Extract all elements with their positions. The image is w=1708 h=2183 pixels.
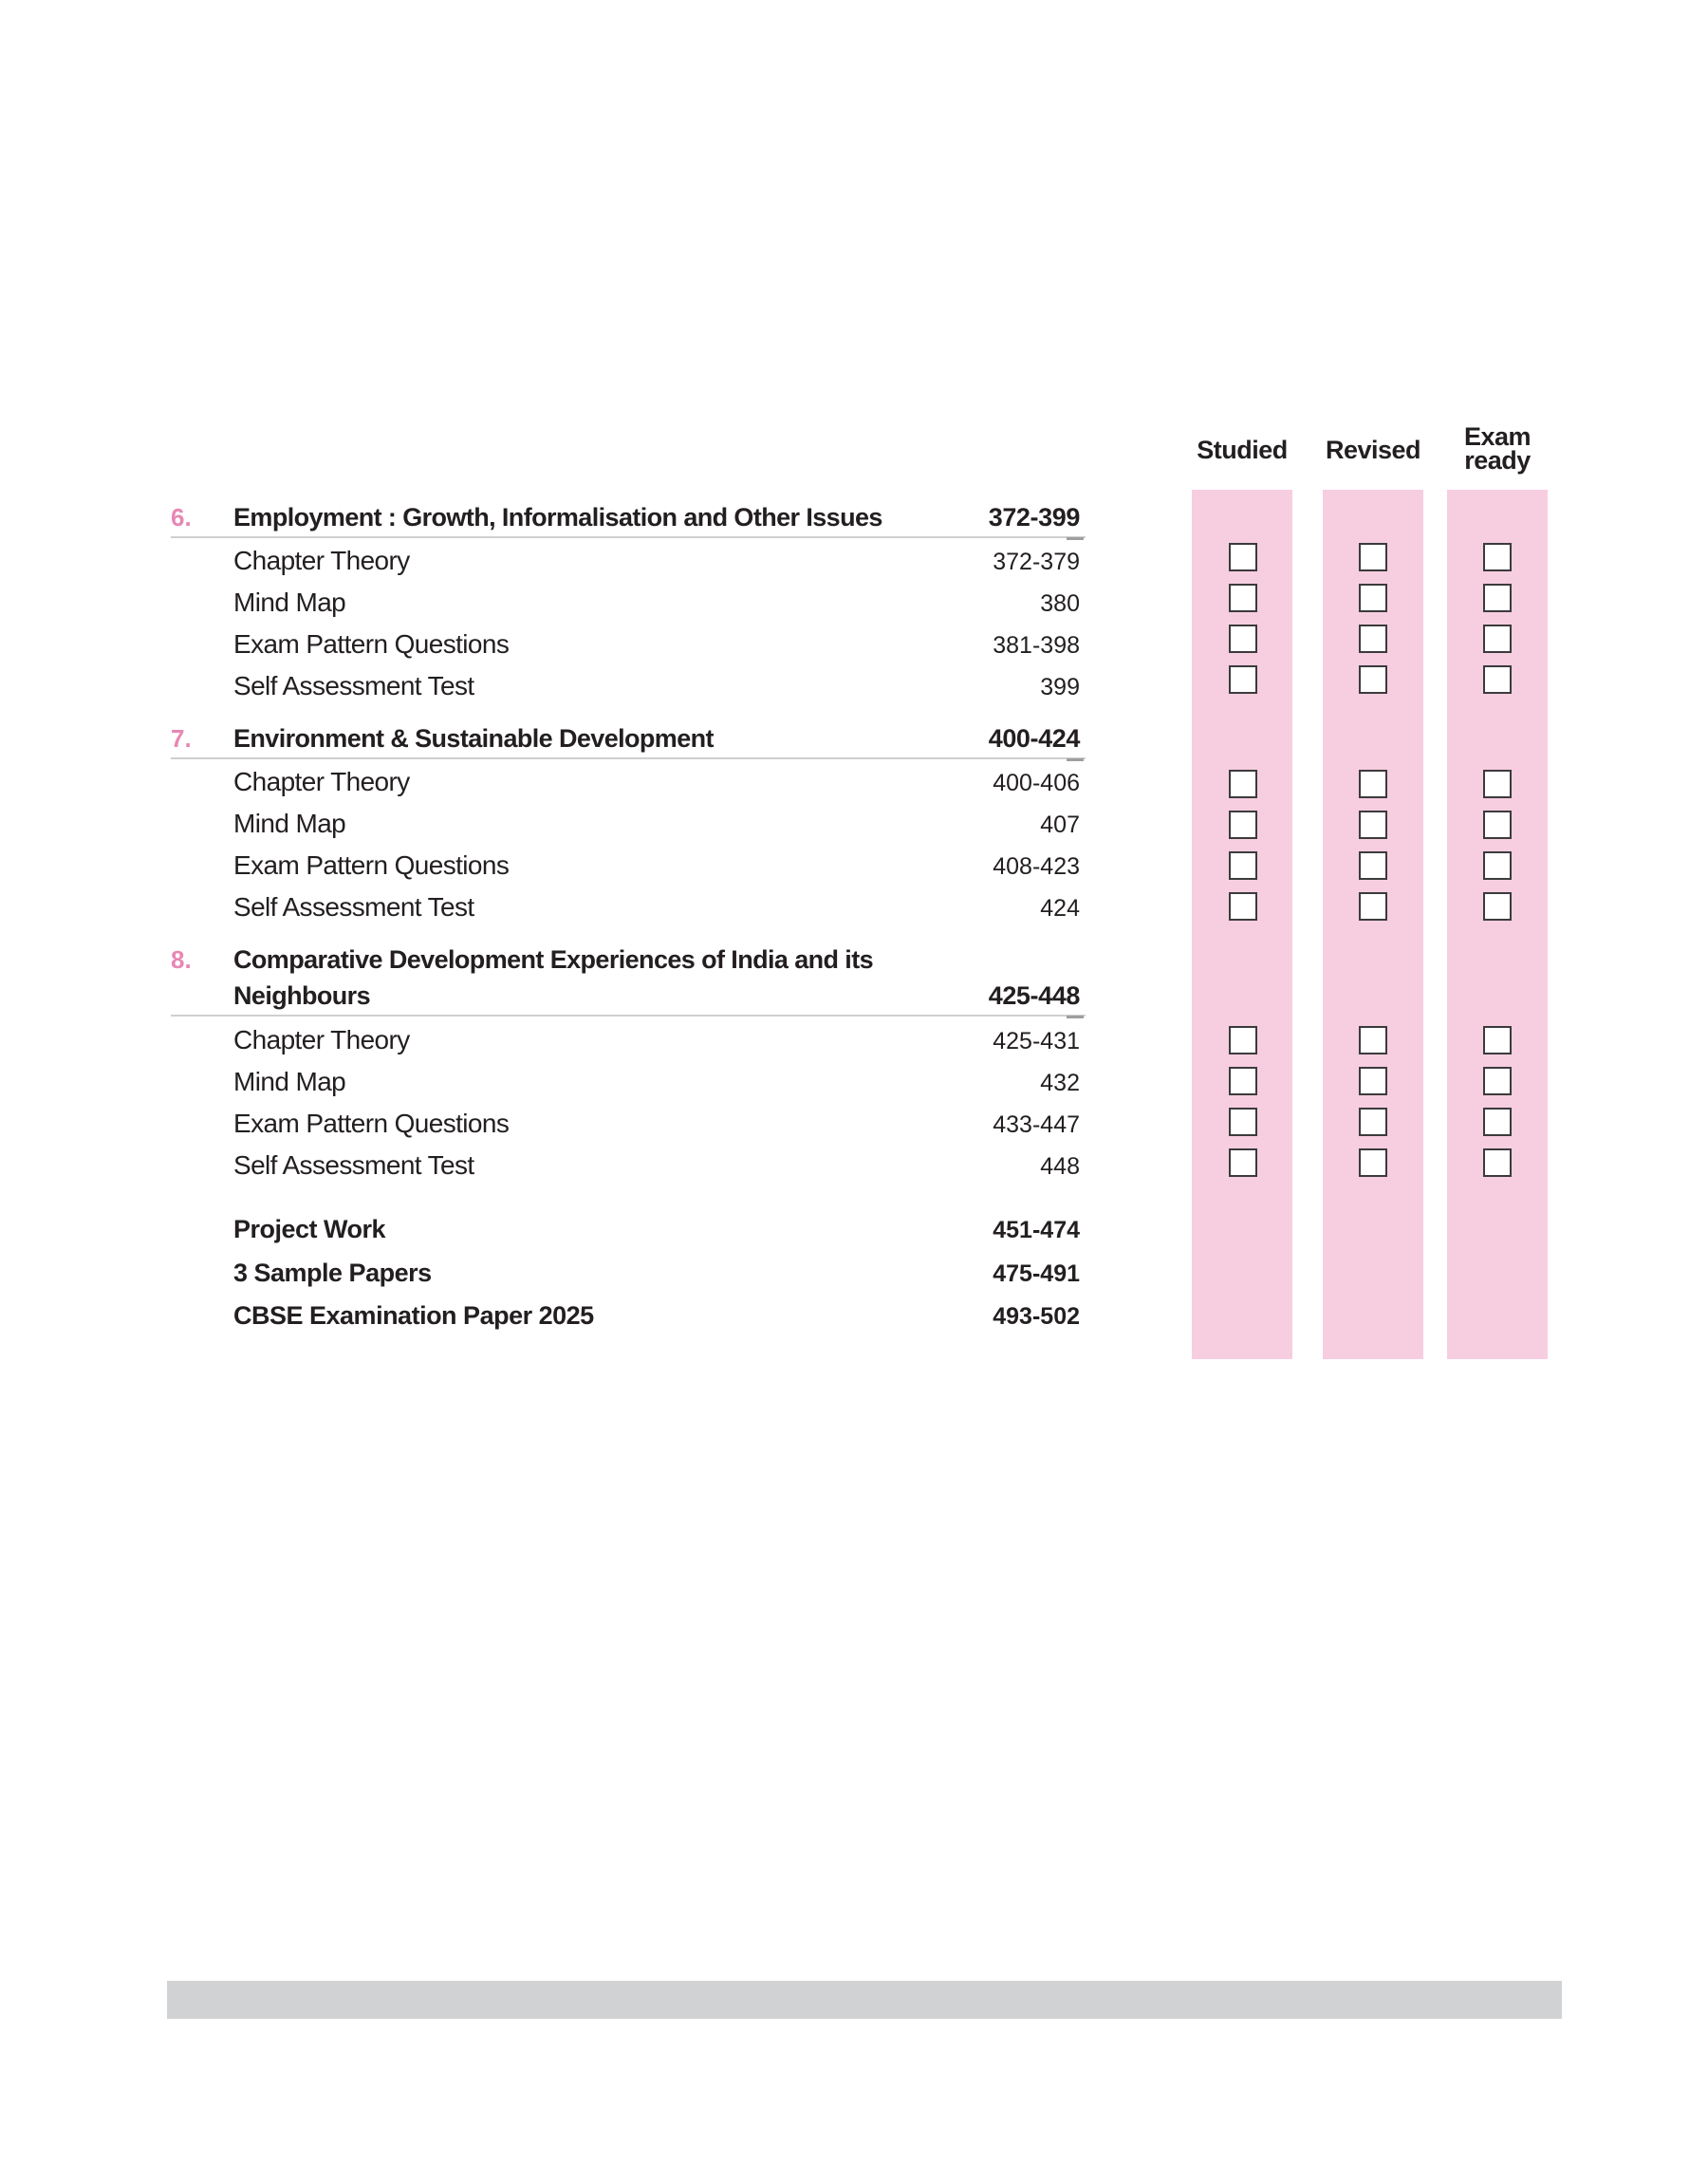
exam-ready-checkbox[interactable] xyxy=(1483,1108,1512,1136)
studied-checkbox[interactable] xyxy=(1229,770,1257,798)
section-title: Chapter Theory xyxy=(233,1025,410,1054)
section-pages: 432 xyxy=(1040,1070,1080,1096)
section-title: Chapter Theory xyxy=(233,546,410,575)
divider-tick xyxy=(1067,537,1084,540)
extra-pages: 451-474 xyxy=(993,1217,1080,1243)
chapter-title: Employment : Growth, Informalisation and Other Issues xyxy=(233,503,882,532)
chapter-pages: 372-399 xyxy=(988,503,1080,532)
studied-checkbox[interactable] xyxy=(1229,543,1257,571)
exam-ready-checkbox[interactable] xyxy=(1483,1148,1512,1177)
section-pages: 408-423 xyxy=(993,853,1080,880)
extra-title: 3 Sample Papers xyxy=(233,1259,432,1287)
revised-checkbox[interactable] xyxy=(1359,1026,1387,1054)
exam-ready-checkbox[interactable] xyxy=(1483,770,1512,798)
chapter-divider xyxy=(171,1015,1086,1017)
section-title: Mind Map xyxy=(233,588,346,617)
exam-ready-checkbox[interactable] xyxy=(1483,1026,1512,1054)
revised-checkbox[interactable] xyxy=(1359,811,1387,839)
section-title: Exam Pattern Questions xyxy=(233,629,510,659)
studied-checkbox[interactable] xyxy=(1229,1026,1257,1054)
revised-checkbox[interactable] xyxy=(1359,1148,1387,1177)
chapter-divider xyxy=(171,536,1086,538)
chapter-number: 8. xyxy=(171,945,192,974)
section-pages: 372-379 xyxy=(993,549,1080,575)
section-title: Exam Pattern Questions xyxy=(233,1109,510,1138)
revised-checkbox[interactable] xyxy=(1359,1108,1387,1136)
section-title: Mind Map xyxy=(233,809,346,838)
divider-tick xyxy=(1067,758,1084,761)
section-title: Chapter Theory xyxy=(233,767,410,796)
section-title: Self Assessment Test xyxy=(233,892,474,922)
studied-checkbox[interactable] xyxy=(1229,625,1257,653)
studied-checkbox[interactable] xyxy=(1229,1108,1257,1136)
section-pages: 433-447 xyxy=(993,1111,1080,1138)
section-pages: 399 xyxy=(1040,674,1080,700)
studied-column xyxy=(1192,490,1292,1359)
revised-checkbox[interactable] xyxy=(1359,770,1387,798)
chapter-number: 7. xyxy=(171,724,192,753)
exam-ready-checkbox[interactable] xyxy=(1483,811,1512,839)
studied-header: Studied xyxy=(1197,436,1288,464)
exam-ready-checkbox[interactable] xyxy=(1483,625,1512,653)
studied-checkbox[interactable] xyxy=(1229,851,1257,880)
studied-checkbox[interactable] xyxy=(1229,892,1257,921)
section-title: Exam Pattern Questions xyxy=(233,850,510,880)
exam-ready-header-line1: Exam xyxy=(1463,422,1532,451)
extra-title: Project Work xyxy=(233,1215,386,1243)
chapter-number: 6. xyxy=(171,503,192,532)
chapter-divider xyxy=(171,757,1086,759)
revised-checkbox[interactable] xyxy=(1359,851,1387,880)
chapter-title-line1: Comparative Development Experiences of India and its xyxy=(233,945,874,974)
studied-checkbox[interactable] xyxy=(1229,584,1257,612)
exam-ready-checkbox[interactable] xyxy=(1483,584,1512,612)
section-title: Self Assessment Test xyxy=(233,1150,474,1180)
exam-ready-checkbox[interactable] xyxy=(1483,543,1512,571)
chapter-title-line2: Neighbours xyxy=(233,981,371,1010)
chapter-title xyxy=(233,942,873,1014)
chapter-pages: 425-448 xyxy=(988,981,1080,1010)
exam-ready-checkbox[interactable] xyxy=(1483,892,1512,921)
footer-bar xyxy=(167,1981,1562,2019)
revised-header: Revised xyxy=(1325,436,1421,464)
studied-checkbox[interactable] xyxy=(1229,1148,1257,1177)
section-title: Mind Map xyxy=(233,1067,346,1096)
revised-column xyxy=(1323,490,1423,1359)
section-pages: 407 xyxy=(1040,812,1080,838)
extra-title: CBSE Examination Paper 2025 xyxy=(233,1301,594,1330)
extra-pages: 493-502 xyxy=(993,1303,1080,1330)
studied-checkbox[interactable] xyxy=(1229,811,1257,839)
revised-checkbox[interactable] xyxy=(1359,892,1387,921)
section-pages: 381-398 xyxy=(993,632,1080,659)
revised-checkbox[interactable] xyxy=(1359,625,1387,653)
chapter-title: Environment & Sustainable Development xyxy=(233,724,714,753)
revised-checkbox[interactable] xyxy=(1359,584,1387,612)
section-pages: 380 xyxy=(1040,590,1080,617)
exam-ready-checkbox[interactable] xyxy=(1483,665,1512,694)
section-pages: 448 xyxy=(1040,1153,1080,1180)
section-pages: 400-406 xyxy=(993,770,1080,796)
exam-ready-column xyxy=(1447,490,1548,1359)
studied-checkbox[interactable] xyxy=(1229,1067,1257,1095)
section-pages: 425-431 xyxy=(993,1028,1080,1054)
section-pages: 424 xyxy=(1040,895,1080,922)
section-title: Self Assessment Test xyxy=(233,671,474,700)
exam-ready-header-line2: ready xyxy=(1464,446,1531,475)
exam-ready-checkbox[interactable] xyxy=(1483,1067,1512,1095)
chapter-pages: 400-424 xyxy=(988,724,1080,753)
extra-pages: 475-491 xyxy=(993,1260,1080,1287)
revised-checkbox[interactable] xyxy=(1359,1067,1387,1095)
studied-checkbox[interactable] xyxy=(1229,665,1257,694)
exam-ready-checkbox[interactable] xyxy=(1483,851,1512,880)
revised-checkbox[interactable] xyxy=(1359,665,1387,694)
divider-tick xyxy=(1067,1016,1084,1018)
revised-checkbox[interactable] xyxy=(1359,543,1387,571)
exam-ready-header xyxy=(1439,422,1555,475)
